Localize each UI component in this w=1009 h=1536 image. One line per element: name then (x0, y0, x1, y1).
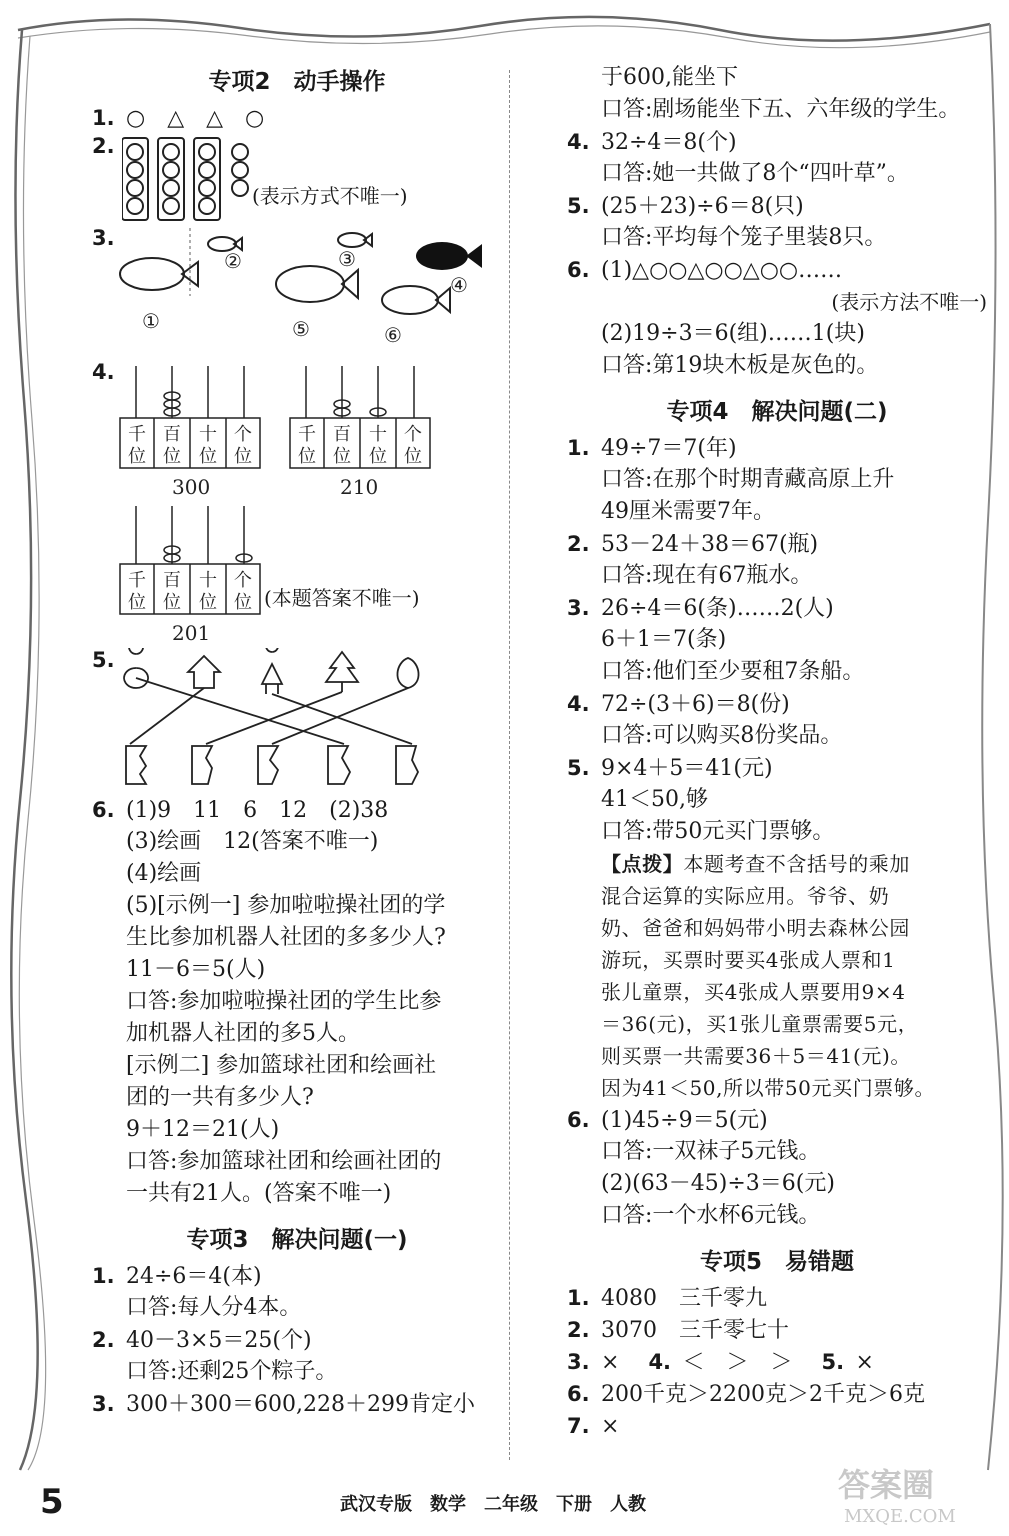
fish-label-1: ① (142, 309, 160, 333)
s5-q6: 6. 200千克＞2200克＞2千克＞6克 (567, 1382, 925, 1407)
tip-line-6: ＝36(元)，买1张儿童票需要5元， (601, 1012, 919, 1036)
page-footer (40, 1482, 940, 1522)
watermark-line-1: 答案圈 (838, 1466, 935, 1504)
s4-q3-a: 3. 26÷4＝6(条)……2(人) (567, 596, 834, 621)
svg-text:位: 位 (298, 446, 316, 467)
s2-q2-note: (表示方式不唯一) (252, 184, 408, 208)
watermark-logo (830, 1460, 1000, 1530)
svg-text:位: 位 (128, 592, 146, 613)
svg-text:百: 百 (163, 424, 181, 445)
s4-q6-c: (2)(63－45)÷3＝6(元) (601, 1171, 835, 1196)
s3-q4-a: 4. 32÷4＝8(个) (567, 130, 737, 155)
s2-q6-l2: (3)绘画 12(答案不唯一) (126, 829, 379, 854)
abacus-2-value: 210 (340, 475, 379, 499)
s3-q6-b: (2)19÷3＝6(组)……1(块) (601, 321, 865, 346)
s4-q1-b: 口答:在那个时期青藏高原上升 (601, 467, 895, 492)
s2-q2: 2. (表示方式不唯一) (92, 134, 502, 226)
s4-q5-b: 41＜50,够 (601, 787, 708, 812)
fish-6 (382, 286, 438, 314)
s3-q2-b: 口答:还剩25个粽子。 (126, 1359, 338, 1384)
svg-text:百: 百 (163, 570, 181, 591)
fish-3 (338, 233, 366, 247)
s2-q6-l1: 6. (1)9 11 6 12 (2)38 (92, 798, 389, 823)
counter-figure (122, 134, 262, 226)
s3-q4-b: 口答:她一共做了8个“四叶草”。 (601, 161, 909, 186)
s5-q1: 1. 4080 三千零九 (567, 1286, 767, 1311)
s4-q5-a: 5. 9×4＋5＝41(元) (567, 756, 773, 781)
svg-text:千: 千 (128, 570, 146, 591)
s5-q2: 2. 3070 三千零七十 (567, 1318, 789, 1343)
s4-q6-b: 口答:一双袜子5元钱。 (601, 1139, 821, 1164)
svg-text:位: 位 (369, 446, 387, 467)
s4-q3-b: 6＋1＝7(条) (601, 627, 727, 652)
section-title-4: 专项4 解决问题(二) (666, 399, 888, 425)
s3-q3-c: 口答:剧场能坐下五、六年级的学生。 (601, 97, 961, 122)
s3-q6-note: (表示方法不唯一) (831, 290, 987, 314)
s3-q6-c: 口答:第19块木板是灰色的。 (601, 353, 879, 378)
fish-1 (120, 258, 184, 290)
fish-label-3: ③ (338, 247, 356, 271)
s2-q3: 3. ① ② ③ ④ ⑤ ⑥ (92, 226, 502, 360)
s2-q4-note: (本题答案不唯一) (264, 586, 420, 610)
svg-text:位: 位 (234, 446, 252, 467)
s3-q3-a: 3. 300＋300＝600,228＋299肯定小 (92, 1392, 475, 1417)
house-shape (188, 656, 220, 688)
tip-line-4: 游玩，买票时要买4张成人票和1 (601, 948, 896, 972)
s2-q6-l10: 团的一共有多少人? (126, 1085, 314, 1110)
s3-q5-b: 口答:平均每个笼子里装8只。 (601, 225, 887, 250)
s4-q1-a: 1. 49÷7＝7(年) (567, 436, 737, 461)
matching-figure (122, 648, 422, 794)
s4-q2-a: 2. 53－24＋38＝67(瓶) (567, 532, 819, 557)
svg-text:个: 个 (234, 570, 252, 591)
s3-q1-b: 口答:每人分4本。 (126, 1295, 302, 1320)
silhouette-3 (258, 746, 278, 784)
s4-q3-c: 口答:他们至少要租7条船。 (601, 659, 865, 684)
s4-q1-c: 49厘米需要7年。 (601, 499, 775, 524)
tree-shape (326, 652, 358, 692)
watermark-line-2: MXQE.COM (844, 1506, 956, 1527)
s3-q5-a: 5. (25＋23)÷6＝8(只) (567, 194, 804, 219)
gourd-shape (124, 648, 148, 688)
s4-q6-d: 口答:一个水杯6元钱。 (601, 1203, 821, 1228)
svg-text:位: 位 (199, 446, 217, 467)
svg-text:位: 位 (234, 592, 252, 613)
tip-line-2: 混合运算的实际应用。爷爷、奶 (601, 884, 890, 908)
right-column (567, 62, 987, 1442)
s2-q6-l8: 加机器人社团的多5人。 (126, 1021, 360, 1046)
fish-5 (276, 266, 344, 302)
fish-label-6: ⑥ (384, 323, 402, 347)
svg-text:百: 百 (333, 424, 351, 445)
abacus-3-value: 201 (172, 621, 211, 645)
s2-q6-l9: [示例二] 参加篮球社团和绘画社 (126, 1053, 437, 1078)
svg-text:位: 位 (128, 446, 146, 467)
fish-label-2: ② (224, 249, 242, 273)
s2-q6-l11: 9＋12＝21(人) (126, 1117, 280, 1142)
section-title-2: 专项2 动手操作 (208, 69, 386, 95)
fish-label-4: ④ (450, 273, 468, 297)
tip-line-1: 【点拨】本题考查不含括号的乘加 (601, 852, 911, 876)
s4-q4-b: 口答:可以购买8份奖品。 (601, 723, 843, 748)
s2-q6-l3: (4)绘画 (126, 861, 202, 886)
s4-q4-a: 4. 72÷(3＋6)＝8(份) (567, 692, 790, 717)
section-title-3: 专项3 解决问题(一) (186, 1227, 408, 1253)
svg-text:位: 位 (199, 592, 217, 613)
s5-q3-q5: 3. × 4. ＜ ＞ ＞ 5. × (567, 1350, 874, 1375)
s2-q6-l4: (5)[示例一] 参加啦啦操社团的学 (126, 893, 446, 918)
silhouette-2 (192, 746, 212, 784)
abacus-1-value: 300 (172, 475, 211, 499)
silhouette-4 (328, 746, 350, 784)
fish-figure (112, 226, 502, 360)
svg-text:位: 位 (163, 592, 181, 613)
s2-q6-l5: 生比参加机器人社团的多多少人? (126, 925, 446, 950)
svg-text:位: 位 (163, 446, 181, 467)
s5-q7: 7. × (567, 1414, 620, 1439)
s4-q6-a: 6. (1)45÷9＝5(元) (567, 1108, 768, 1133)
peach-shape (397, 658, 418, 688)
svg-text:十: 十 (369, 424, 387, 445)
fish-label-5: ⑤ (292, 317, 310, 341)
svg-text:千: 千 (128, 424, 146, 445)
fish-4 (416, 242, 468, 270)
footer-text: 武汉专版 数学 二年级 下册 人教 (340, 1494, 646, 1515)
svg-text:个: 个 (234, 424, 252, 445)
tip-line-8: 因为41＜50,所以带50元买门票够。 (601, 1076, 936, 1100)
s2-q6-l6: 11－6＝5(人) (126, 957, 266, 982)
s3-q2-a: 2. 40－3×5＝25(个) (92, 1328, 312, 1353)
tip-label: 【点拨】 (601, 852, 684, 876)
s2-q6-l13: 一共有21人。(答案不唯一) (126, 1181, 392, 1206)
s2-q5: 5. (92, 648, 502, 794)
s2-q4: 4. 千 位 百 位 十 位 个 位 千 位 百 位 十 位 个 位 千 位 百 位 十 位 个 位 300 210 201 (本题答案不唯一) (92, 360, 502, 648)
s2-q1: 1. ○ △ △ ○ (92, 106, 265, 131)
tip-line-7: 则买票一共需要36＋5＝41(元)。 (601, 1044, 912, 1068)
svg-text:十: 十 (199, 424, 217, 445)
svg-text:位: 位 (333, 446, 351, 467)
silhouette-5 (396, 746, 418, 784)
s2-q6-l7: 口答:参加啦啦操社团的学生比参 (126, 989, 442, 1014)
s3-q6-a: 6. (1)△○○△○○△○○…… (567, 258, 843, 283)
silhouette-1 (126, 746, 146, 784)
svg-text:位: 位 (404, 446, 422, 467)
tip-line-3: 奶、爸爸和妈妈带小明去森林公园 (601, 916, 910, 940)
section-title-5: 专项5 易错题 (699, 1249, 854, 1275)
page-number: 5 (40, 1482, 64, 1522)
s4-q5-c: 口答:带50元买门票够。 (601, 819, 835, 844)
s4-q2-b: 口答:现在有67瓶水。 (601, 563, 813, 588)
s2-q6-l12: 口答:参加篮球社团和绘画社团的 (126, 1149, 442, 1174)
girl-shape (262, 648, 282, 694)
s3-q3-b: 于600,能坐下 (601, 65, 738, 90)
svg-text:个: 个 (404, 424, 422, 445)
tip-line-5: 张儿童票，买4张成人票要用9×4 (601, 980, 906, 1004)
left-column (92, 62, 502, 1420)
column-divider (509, 70, 510, 1460)
s3-q1-a: 1. 24÷6＝4(本) (92, 1264, 262, 1289)
svg-text:千: 千 (298, 424, 316, 445)
svg-text:十: 十 (199, 570, 217, 591)
